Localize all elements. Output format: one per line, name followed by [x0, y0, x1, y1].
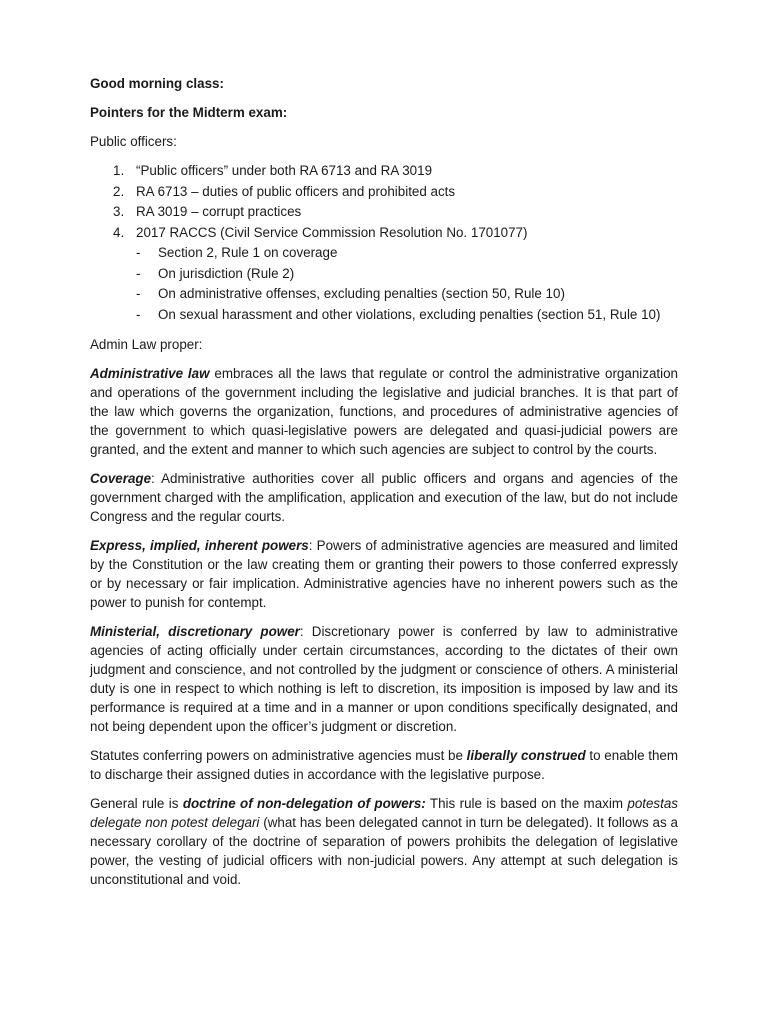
paragraph-text: embraces all the laws that regulate or control the administrative organization and operations of the government including the legislative and judicial branches. It is that part of the law which governs the organization, functions, and procedures of administrative agencies of the government to which quasi-legislative powers are delegated and quasi-judicial powers are granted, and the extent and manner to which such agencies are subject to control by the courts.	[90, 366, 678, 457]
admin-law-paragraph	[90, 364, 678, 459]
term-administrative-law: Administrative law	[90, 366, 210, 381]
paragraph-text: General rule is	[90, 796, 183, 811]
dash-mark: -	[136, 265, 141, 281]
sub-list-item-text: On sexual harassment and other violations, excluding penalties (section 51, Rule 10)	[158, 306, 661, 322]
sub-list-item	[136, 243, 678, 264]
paragraph-text: Statutes conferring powers on administrative agencies must be	[90, 748, 467, 763]
list-item-text: RA 6713 – duties of public officers and prohibited acts	[136, 183, 456, 199]
term-non-delegation: doctrine of non-delegation of powers:	[182, 796, 426, 811]
list-number: 2.	[113, 183, 125, 199]
public-officers-label: Public officers:	[90, 134, 177, 149]
paragraph-text: (what has been delegated cannot in turn be delegated). It follows as a necessary corollary of the doctrine of separation of powers prohibits the delegation of legislative power, the vesting of judicial officers with non-judicial powers. Any attempt at such delegation is unconstitutional and void.	[90, 815, 678, 887]
powers-paragraph	[90, 536, 678, 612]
sub-list-item-text: Section 2, Rule 1 on coverage	[158, 245, 338, 260]
numbered-list	[90, 161, 678, 325]
admin-law-label: Admin Law proper:	[90, 337, 203, 352]
list-number: 3.	[113, 204, 125, 219]
paragraph-text: : Administrative authorities cover all public officers and organs and agencies of the government charged with the amplification, application and execution of the law, but do not include Congress and the regular courts.	[90, 471, 678, 524]
pointers-heading: Pointers for the Midterm exam:	[90, 105, 288, 120]
list-item	[90, 223, 678, 326]
sub-list-item-text: On jurisdiction (Rule 2)	[158, 265, 295, 281]
list-item	[90, 202, 678, 223]
list-item-text: RA 3019 – corrupt practices	[136, 204, 302, 219]
sub-list-item	[136, 305, 678, 326]
term-liberally-construed: liberally construed	[466, 748, 586, 763]
list-number: 4.	[113, 224, 125, 240]
list-item-text: “Public officers” under both RA 6713 and RA 3019	[136, 163, 433, 178]
paragraph-text: : Powers of administrative agencies are measured and limited by the Constitution or the law creating them or granting their powers to those conferred expressly or by necessary or fair implication. Administrative agencies have no inherent powers such as the power to punish for contempt.	[90, 538, 678, 610]
term-coverage: Coverage	[90, 471, 152, 486]
greeting: Good morning class:	[90, 76, 224, 91]
dash-mark: -	[136, 286, 141, 301]
sub-list-item	[136, 284, 678, 305]
list-item	[90, 182, 678, 203]
paragraph-text: to enable them to discharge their assigned duties in accordance with the legislative purpose.	[90, 748, 679, 782]
dash-mark: -	[136, 245, 141, 260]
list-item	[90, 161, 678, 182]
statutes-paragraph	[90, 746, 678, 784]
sub-list-item	[136, 264, 678, 285]
coverage-paragraph	[90, 469, 678, 526]
delegation-paragraph	[90, 794, 678, 889]
maxim-text: potestas delegate non potest delegari	[90, 796, 678, 830]
term-ministerial: Ministerial, discretionary power	[90, 624, 300, 639]
sub-list-item-text: On administrative offenses, excluding penalties (section 50, Rule 10)	[158, 286, 565, 301]
paragraph-text: : Discretionary power is conferred by law to administrative agencies of acting officially under certain circumstances, according to the dictates of their own judgment and conscience, and not controlled by the judgment or conscience of others. A ministerial duty is one in respect to which nothing is left to discretion, its imposition is imposed by law and its performance is required at a time and in a manner or upon conditions specifically designated, and not being dependent upon the officer’s judgment or discretion.	[90, 624, 678, 734]
term-powers: Express, implied, inherent powers	[90, 538, 309, 553]
list-item-text: 2017 RACCS (Civil Service Commission Resolution No. 1701077)	[136, 224, 528, 240]
paragraph-text: This rule is based on the maxim	[425, 796, 628, 811]
sub-list	[136, 243, 678, 325]
ministerial-paragraph	[90, 622, 678, 736]
list-number: 1.	[113, 163, 125, 178]
dash-mark: -	[136, 306, 141, 322]
